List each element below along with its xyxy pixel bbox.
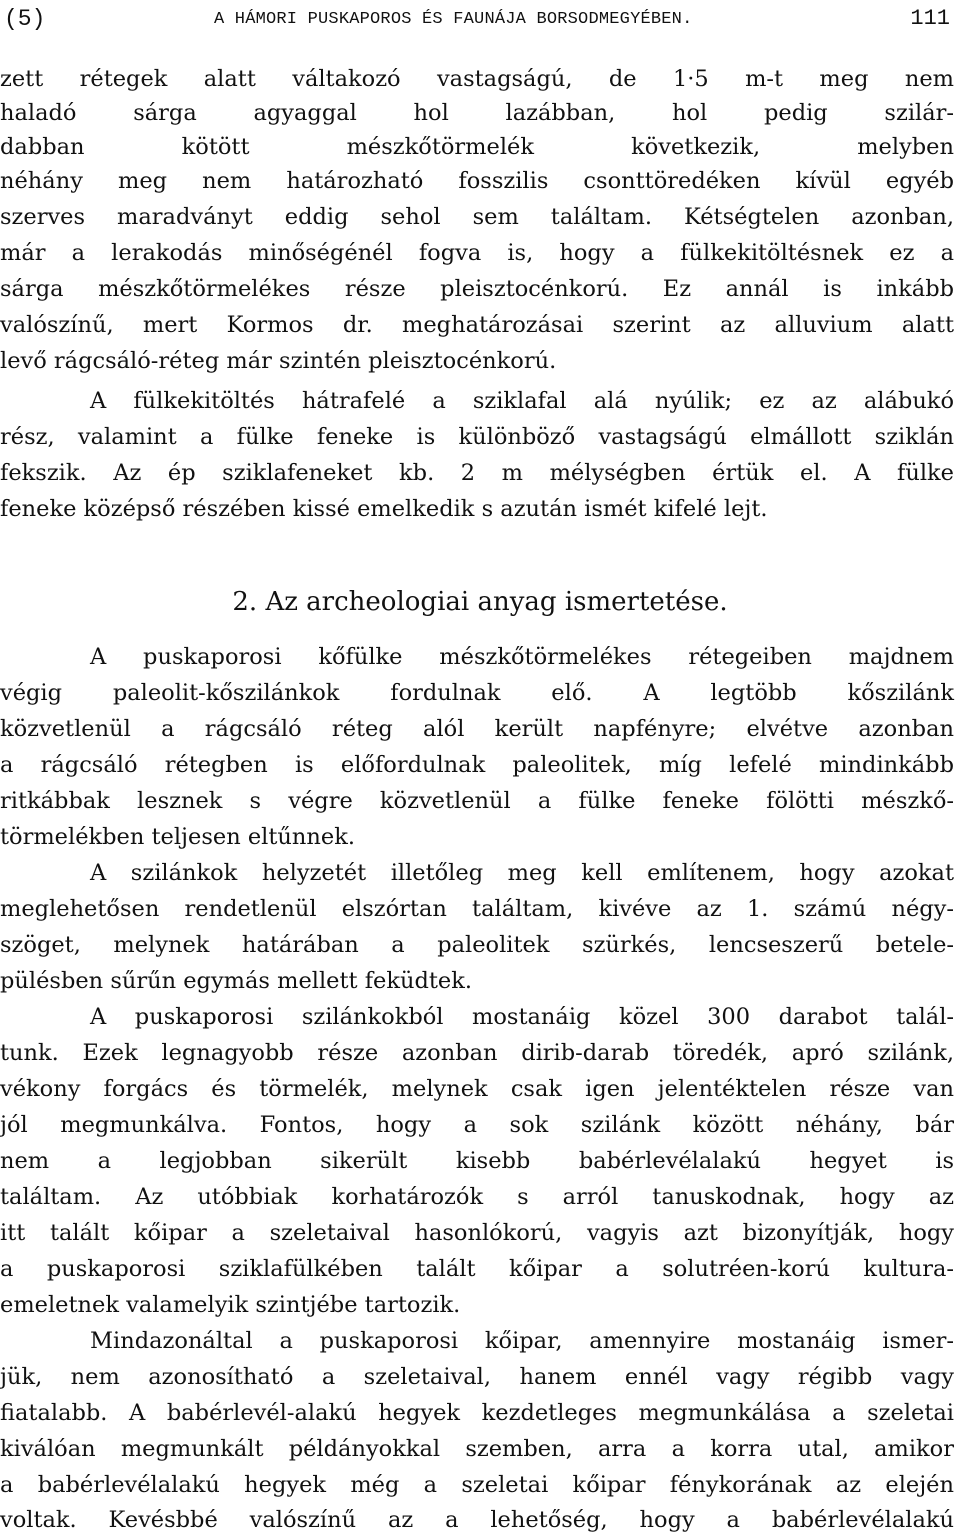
text-line: rész, valamint a fülke feneke is különböző vastagságú elmállott sziklán bbox=[0, 424, 954, 450]
text-line: vékony forgács és törmelék, melynek csak igen jelentéktelen része van bbox=[0, 1076, 954, 1102]
text-line: pülésben sűrűn egymás mellett feküdtek. bbox=[0, 968, 473, 994]
text-line: haladó sárga agyaggal hol lazábban, hol pedig szilár- bbox=[0, 100, 954, 126]
text-line: kiválóan megmunkált példányokkal szemben, arra a korra utal, amikor bbox=[0, 1436, 954, 1462]
text-line: feneke középső részében kissé emelkedik s azután ismét kifelé lejt. bbox=[0, 496, 768, 522]
text-line: jól megmunkálva. Fontos, hogy a sok szilánk között néhány, bár bbox=[0, 1112, 954, 1138]
text-line: a rágcsáló rétegben is előfordulnak paleolitek, míg lefelé mindinkább bbox=[0, 752, 954, 778]
text-line: dabban kötött mészkőtörmelék következik, melyben bbox=[0, 134, 954, 160]
text-line: emeletnek valamelyik szintjébe tartozik. bbox=[0, 1292, 461, 1318]
text-line: sárga mészkőtörmelékes része pleisztocénkorú. Ez annál is inkább bbox=[0, 276, 954, 302]
text-line: törmelékben teljesen eltűnnek. bbox=[0, 824, 355, 850]
text-line: találtam. Az utóbbiak korhatározók s arról tanuskodnak, hogy az bbox=[0, 1184, 954, 1210]
text-line: valószínű, mert Kormos dr. meghatározásai szerint az alluvium alatt bbox=[0, 312, 954, 338]
text-line: zett rétegek alatt váltakozó vastagságú, de 1·5 m-t meg nem bbox=[0, 66, 954, 92]
text-line: A puskaporosi szilánkokból mostanáig közel 300 darabot talál- bbox=[90, 1004, 954, 1030]
running-title: A HÁMORI PUSKAPOROS ÉS FAUNÁJA BORSODMEGYÉBEN. bbox=[214, 10, 693, 29]
text-line: végig paleolit-kőszilánkok fordulnak elő. A legtöbb kőszilánk bbox=[0, 680, 954, 706]
running-header bbox=[0, 0, 960, 44]
page-number: 111 bbox=[910, 6, 950, 31]
text-line: jük, nem azonosítható a szeletaival, hanem ennél vagy régibb vagy bbox=[0, 1364, 954, 1390]
text-line: A fülkekitöltés hátrafelé a sziklafal alá nyúlik; ez az alábukó bbox=[90, 388, 954, 414]
text-line: meglehetősen rendetlenül elszórtan találtam, kivéve az 1. számú négy- bbox=[0, 896, 954, 922]
text-line: voltak. Kevésbbé valószínű az a lehetőség, hogy a babérlevélalakú bbox=[0, 1507, 954, 1533]
page-marker-left: (5) bbox=[4, 6, 46, 32]
text-line: fiatalabb. A babérlevél-alakú hegyek kezdetleges megmunkálása a szeletai bbox=[0, 1400, 954, 1426]
text-line: itt talált kőipar a szeletaival hasonlókorú, vagyis azt bizonyítják, hogy bbox=[0, 1220, 954, 1246]
text-line: A puskaporosi kőfülke mészkőtörmelékes rétegeiben majdnem bbox=[90, 644, 954, 670]
text-line: levő rágcsáló-réteg már szintén pleisztocénkorú. bbox=[0, 348, 557, 374]
text-line: ritkábbak lesznek s végre közvetlenül a fülke fenekе fölötti mészkő- bbox=[0, 788, 954, 814]
text-line: közvetlenül a rágcsáló réteg alól került napfényre; elvétve azonban bbox=[0, 716, 954, 742]
text-line: a babérlevélalakú hegyek még a szeletai kőipar fénykorának az elején bbox=[0, 1472, 954, 1498]
text-line: A szilánkok helyzetét illetőleg meg kell említenem, hogy azokat bbox=[90, 860, 954, 886]
text-line: már a lerakodás minőségénél fogva is, hogy a fülkekitöltésnek ez a bbox=[0, 240, 954, 266]
text-line: Mindazonáltal a puskaporosi kőipar, amennyire mostanáig ismer- bbox=[90, 1328, 954, 1354]
section-heading: 2. Az archeologiai anyag ismertetése. bbox=[232, 587, 728, 617]
text-line: nem a legjobban sikerült kisebb babérlevélalakú hegyet is bbox=[0, 1148, 954, 1174]
text-line: néhány meg nem határozható fosszilis csonttöredéken kívül egyéb bbox=[0, 168, 954, 194]
text-line: szöget, melynek határában a paleolitek szürkés, lencseszerű betele- bbox=[0, 932, 954, 958]
text-line: fekszik. Az ép sziklafeneket kb. 2 m mélységben értük el. A fülke bbox=[0, 460, 954, 486]
text-line: a puskaporosi sziklafülkében talált kőipar a solutréen-korú kultura- bbox=[0, 1256, 954, 1282]
text-line: tunk. Ezek legnagyobb része azonban dirib-darab töredék, apró szilánk, bbox=[0, 1040, 954, 1066]
text-line: szerves maradványt eddig sehol sem találtam. Kétségtelen azonban, bbox=[0, 204, 954, 230]
